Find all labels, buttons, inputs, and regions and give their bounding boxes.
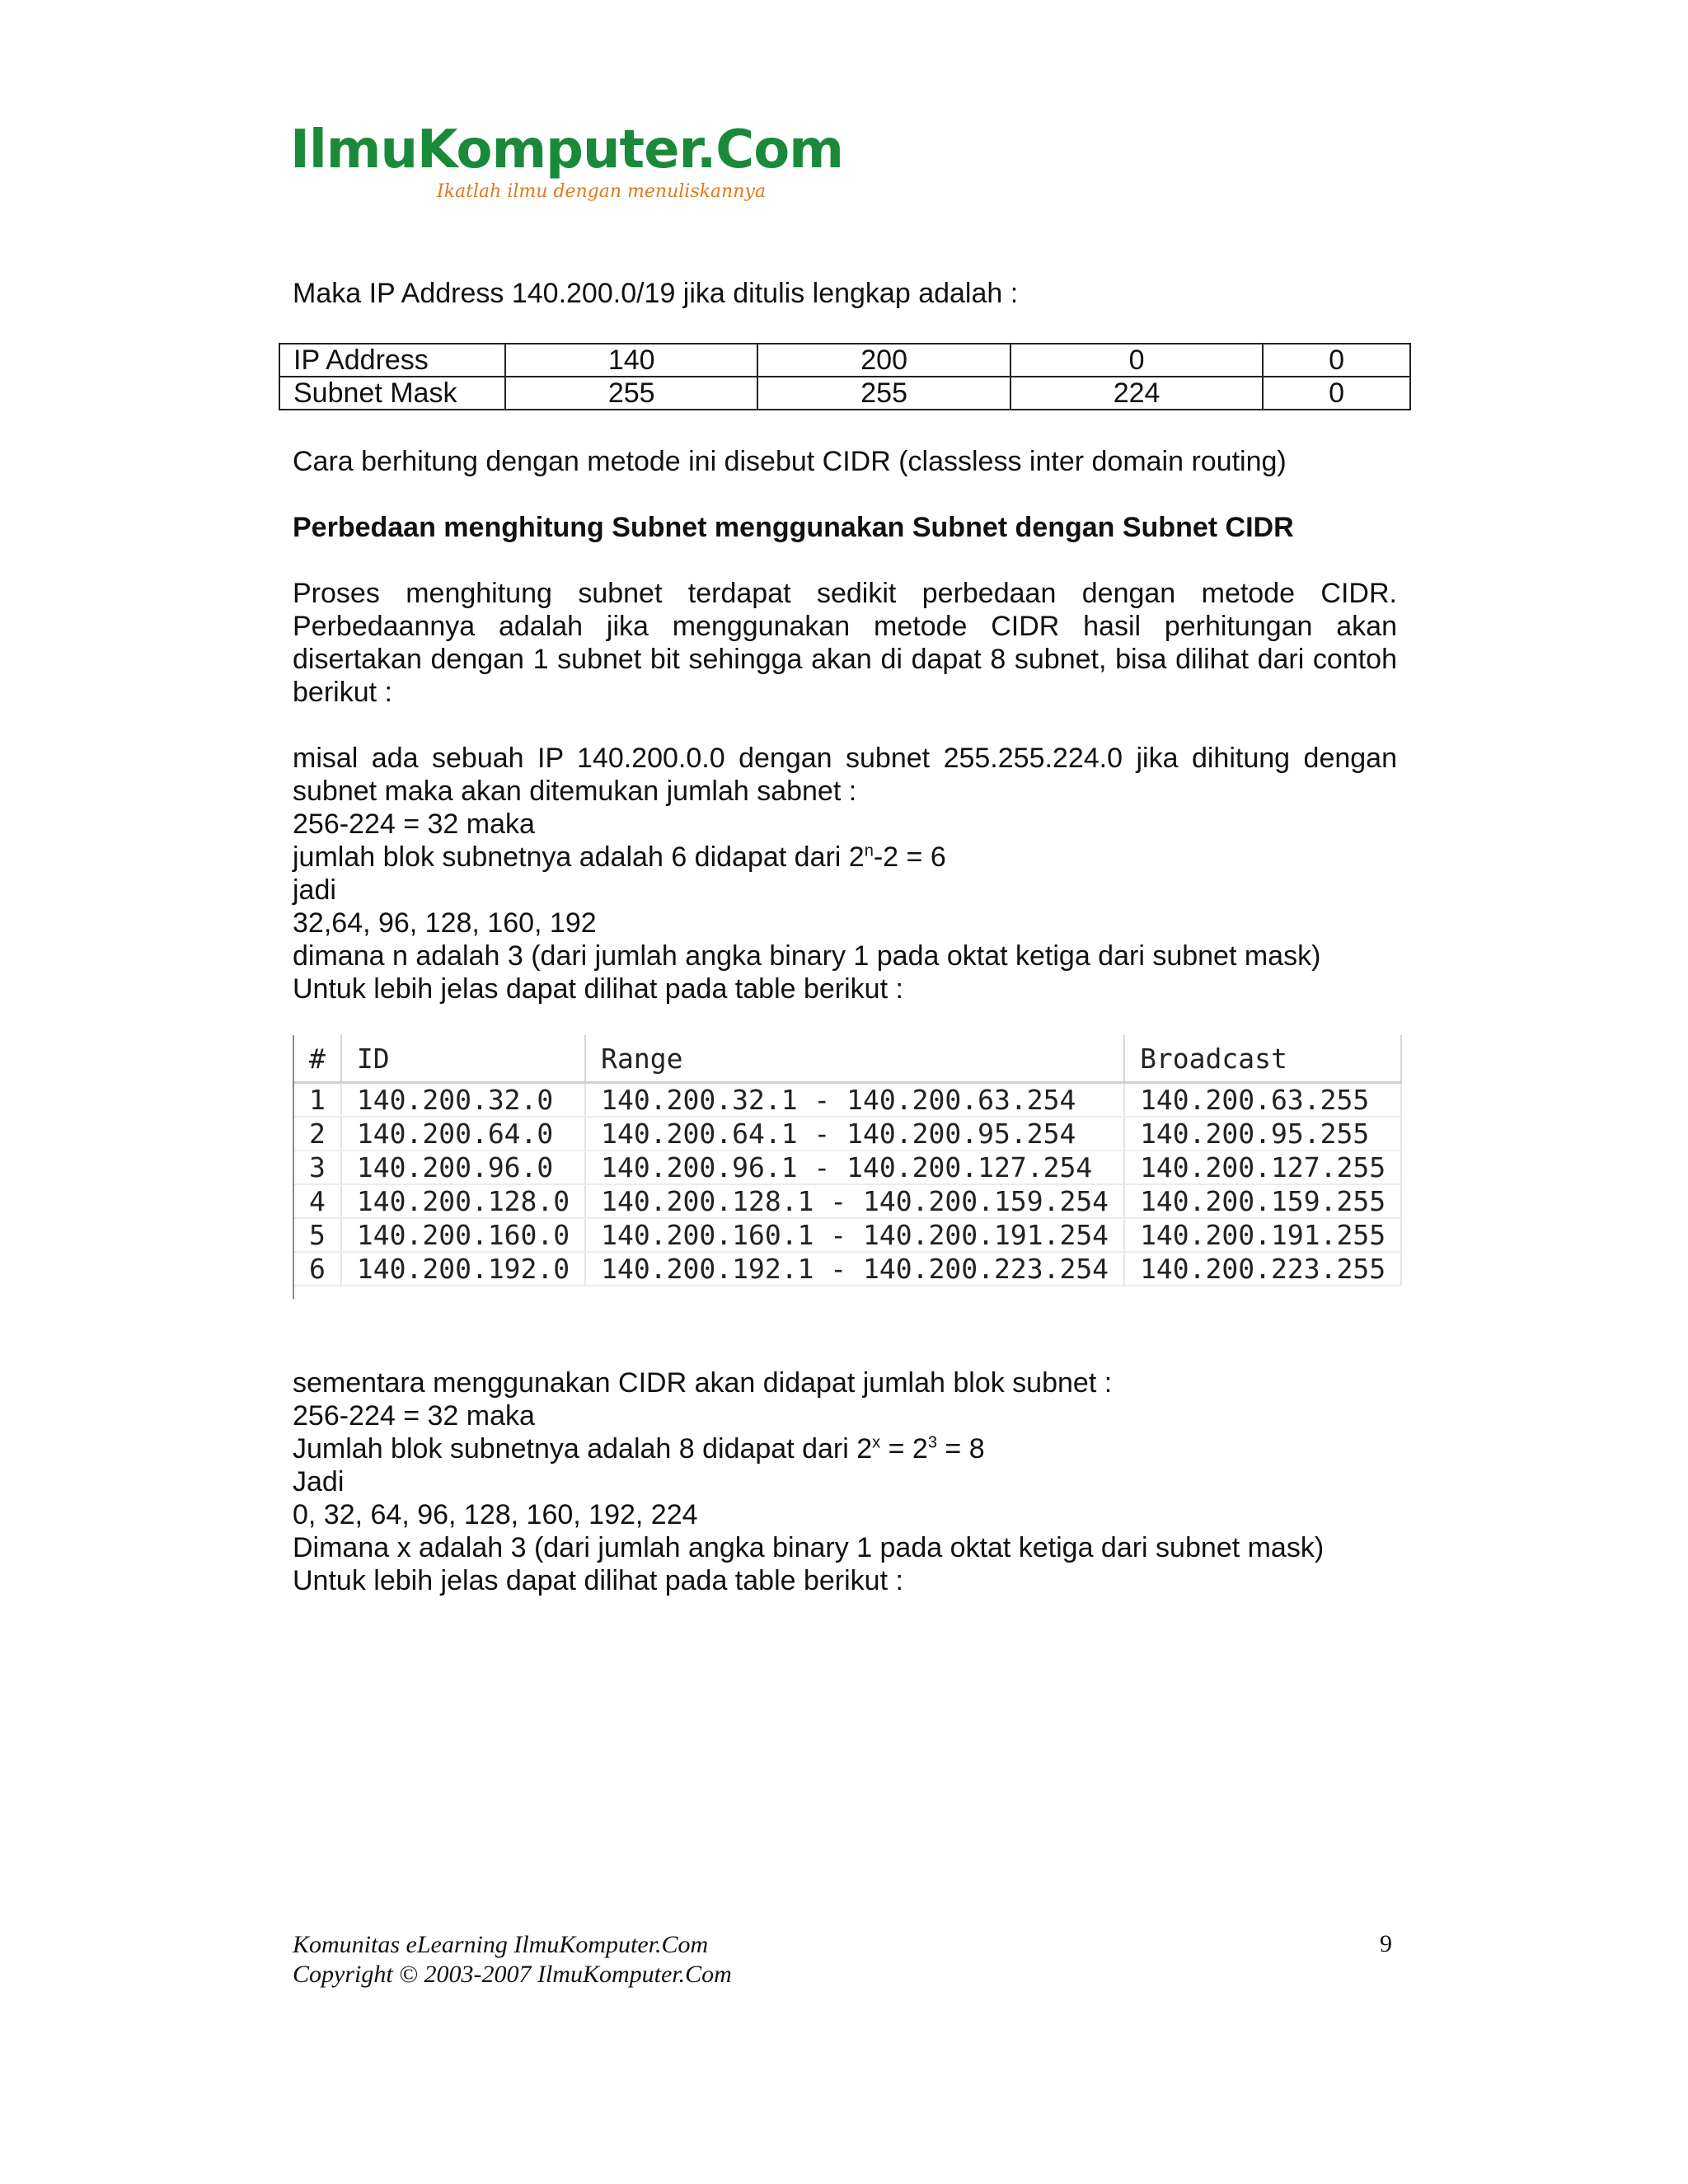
table-cell: 224	[1010, 377, 1263, 410]
table-cell: 140.200.32.1 - 140.200.63.254	[585, 1083, 1124, 1118]
ip-address-table	[279, 343, 1411, 410]
page-footer	[293, 1930, 732, 1990]
table-cell: 140.200.95.255	[1124, 1117, 1401, 1151]
calc2-line1: sementara menggunakan CIDR akan didapat jumlah blok subnet :	[293, 1367, 1113, 1399]
table-cell: 6	[294, 1252, 341, 1286]
body-text	[293, 445, 1397, 1005]
cidr-calculation	[293, 1366, 1397, 1597]
table-cell: 140.200.127.255	[1124, 1151, 1401, 1184]
calc1-line6: Untuk lebih jelas dapat dilihat pada table berikut :	[293, 973, 903, 1005]
table-cell: 140.200.32.0	[341, 1083, 585, 1118]
table-cell: 3	[294, 1151, 341, 1184]
calc1-line2	[293, 841, 1397, 874]
table-row	[294, 1184, 1401, 1218]
page-number: 9	[1380, 1930, 1392, 1957]
table-cell: 255	[505, 377, 757, 410]
table-cell: 0	[1263, 344, 1410, 377]
table-cell: 140.200.64.1 - 140.200.95.254	[585, 1117, 1124, 1151]
row-label: Subnet Mask	[279, 377, 505, 410]
paragraph-1: Proses menghitung subnet terdapat sedikit perbedaan dengan metode CIDR. Perbedaannya adalah jika menggunakan metode CIDR hasil perhitungan akan disertakan dengan 1 subnet bit sehingga akan di dapat 8 subnet, bisa dilihat dari contoh berikut :	[293, 578, 1397, 708]
text-span: = 8	[936, 1433, 985, 1465]
row-label: IP Address	[279, 344, 505, 377]
calc2-line6: Dimana x adalah 3 (dari jumlah angka binary 1 pada oktat ketiga dari subnet mask)	[293, 1532, 1325, 1563]
table-cell: 140.200.128.1 - 140.200.159.254	[585, 1184, 1124, 1218]
table-row	[294, 1083, 1401, 1118]
column-header: Broadcast	[1124, 1035, 1401, 1083]
table-cell: 140.200.160.1 - 140.200.191.254	[585, 1218, 1124, 1252]
table-cell: 140.200.192.0	[341, 1252, 585, 1286]
table-row	[294, 1252, 1401, 1286]
subnet-table	[293, 1035, 1399, 1299]
column-header: #	[294, 1035, 341, 1083]
column-header: ID	[341, 1035, 585, 1083]
site-logo	[290, 120, 843, 202]
superscript: 3	[927, 1433, 937, 1452]
table-cell: 255	[757, 377, 1010, 410]
calc2-line5: 0, 32, 64, 96, 128, 160, 192, 224	[293, 1499, 698, 1530]
table-cell: 140.200.96.1 - 140.200.127.254	[585, 1151, 1124, 1184]
text-span: Jumlah blok subnetnya adalah 8 didapat dari 2	[293, 1433, 873, 1465]
table-cell: 140	[505, 344, 757, 377]
text-span: = 2	[880, 1433, 928, 1465]
superscript: x	[872, 1433, 881, 1452]
calc2-line2: 256-224 = 32 maka	[293, 1400, 535, 1432]
table-cell: 140.200.96.0	[341, 1151, 585, 1184]
calc1-line4: 32,64, 96, 128, 160, 192	[293, 907, 597, 939]
intro-line: Maka IP Address 140.200.0/19 jika ditulis lengkap adalah :	[293, 278, 1019, 309]
table-cell: 1	[294, 1083, 341, 1118]
table-cell: 200	[757, 344, 1010, 377]
text-span: -2 = 6	[873, 841, 946, 873]
table-cell: 140.200.191.255	[1124, 1218, 1401, 1252]
table-cell: 140.200.223.255	[1124, 1252, 1401, 1286]
table-cell: 2	[294, 1117, 341, 1151]
calc1-line5: dimana n adalah 3 (dari jumlah angka binary 1 pada oktat ketiga dari subnet mask)	[293, 940, 1321, 972]
table-row	[279, 344, 1410, 377]
superscript: n	[864, 841, 874, 860]
intro-text	[293, 277, 1397, 310]
table-cell: 140.200.192.1 - 140.200.223.254	[585, 1252, 1124, 1286]
table-cell: 140.200.159.255	[1124, 1184, 1401, 1218]
text-span: jumlah blok subnetnya adalah 6 didapat dari 2	[293, 841, 865, 873]
table-row	[294, 1218, 1401, 1252]
table-cell: 0	[1010, 344, 1263, 377]
calc1-line3: jadi	[293, 874, 336, 906]
cidr-note: Cara berhitung dengan metode ini disebut CIDR (classless inter domain routing)	[293, 446, 1287, 477]
table-row	[294, 1151, 1401, 1184]
table-header-row	[294, 1035, 1401, 1083]
footer-line-1: Komunitas eLearning IlmuKomputer.Com	[293, 1931, 709, 1958]
calc2-line3	[293, 1432, 1397, 1465]
table-cell: 4	[294, 1184, 341, 1218]
table-cell: 140.200.63.255	[1124, 1083, 1401, 1118]
paragraph-2: misal ada sebuah IP 140.200.0.0 dengan subnet 255.255.224.0 jika dihitung dengan subnet maka akan ditemukan jumlah sabnet :	[293, 743, 1397, 807]
footer-line-2: Copyright © 2003-2007 IlmuKomputer.Com	[293, 1961, 732, 1988]
calc1-line1: 256-224 = 32 maka	[293, 808, 535, 840]
table-cell: 140.200.128.0	[341, 1184, 585, 1218]
table-cell: 140.200.64.0	[341, 1117, 585, 1151]
table-cell: 140.200.160.0	[341, 1218, 585, 1252]
section-heading: Perbedaan menghitung Subnet menggunakan Subnet dengan Subnet CIDR	[293, 512, 1294, 543]
column-header: Range	[585, 1035, 1124, 1083]
table-cell: 0	[1263, 377, 1410, 410]
calc2-line7: Untuk lebih jelas dapat dilihat pada table berikut :	[293, 1565, 903, 1596]
table-row	[279, 377, 1410, 410]
logo-tagline: Ikatlah ilmu dengan menuliskannya	[437, 181, 766, 202]
table-row	[294, 1117, 1401, 1151]
logo-title: IlmuKomputer.Com	[290, 120, 843, 180]
table-cell: 5	[294, 1218, 341, 1252]
calc2-line4: Jadi	[293, 1466, 345, 1497]
